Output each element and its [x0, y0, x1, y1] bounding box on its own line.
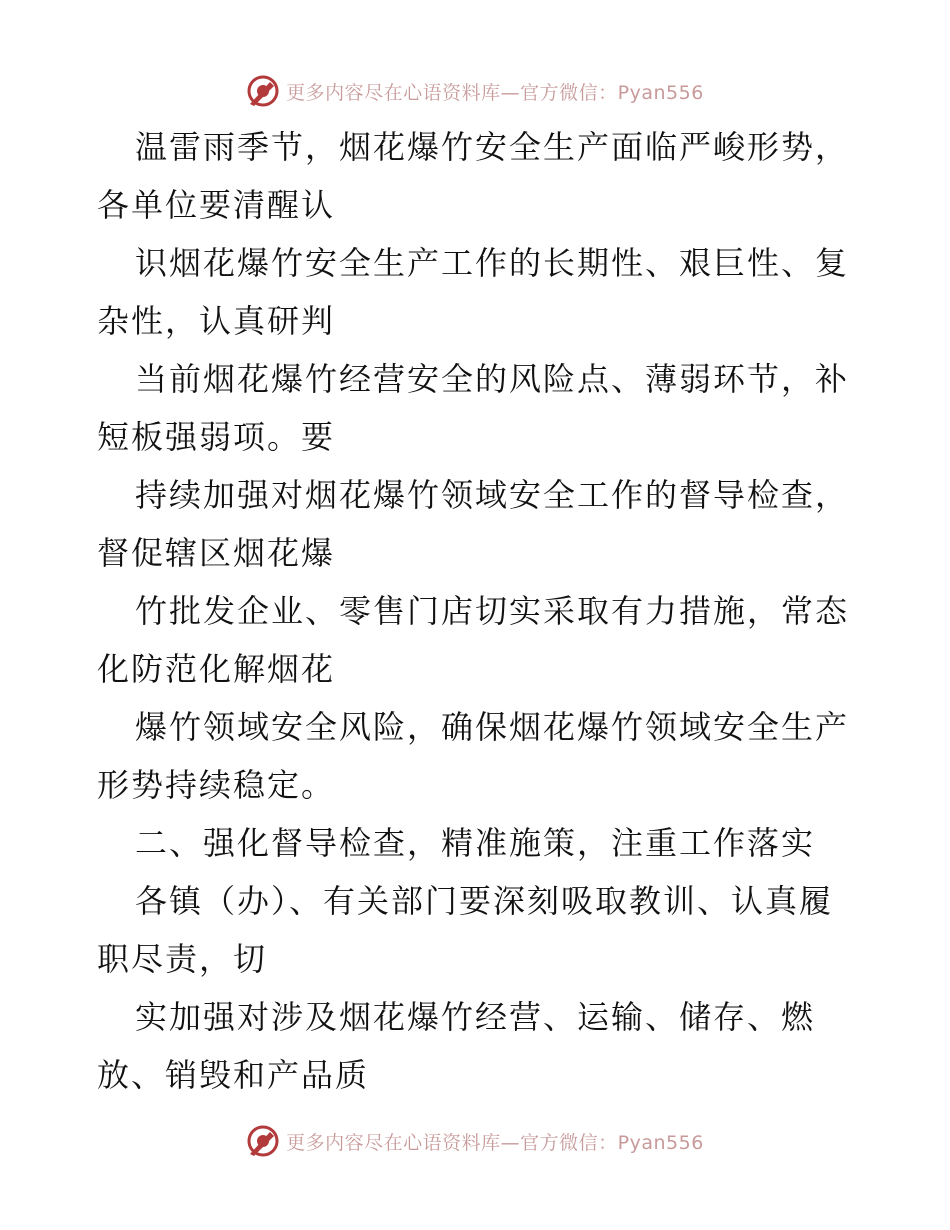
footer-watermark	[0, 1121, 950, 1161]
watermark-text: 更多内容尽在心语资料库—官方微信：Pyan556	[286, 81, 704, 104]
text-line: 持续加强对烟花爆竹领域安全工作的督导检查，	[135, 476, 850, 514]
text-line: 各单位要清醒认	[97, 186, 336, 224]
section-heading: 二、强化督导检查，精准施策，注重工作落实	[135, 824, 816, 862]
header-watermark	[0, 71, 950, 111]
text-line: 化防范化解烟花	[97, 650, 336, 688]
text-line: 形势持续稳定。	[97, 766, 336, 804]
text-line: 督促辖区烟花爆	[97, 534, 336, 572]
text-line: 杂性，认真研判	[97, 302, 336, 340]
text-line: 竹批发企业、零售门店切实采取有力措施，常态	[135, 592, 850, 630]
watermark-text: 更多内容尽在心语资料库—官方微信：Pyan556	[286, 1131, 704, 1154]
pen-logo-icon	[246, 1124, 280, 1158]
document-body	[97, 118, 857, 1104]
text-line: 短板强弱项。要	[97, 418, 336, 456]
text-line: 温雷雨季节，烟花爆竹安全生产面临严峻形势，	[135, 128, 850, 166]
text-line: 识烟花爆竹安全生产工作的长期性、艰巨性、复	[135, 244, 850, 282]
text-line: 各镇（办）、有关部门要深刻吸取教训、认真履	[135, 882, 834, 920]
text-line: 当前烟花爆竹经营安全的风险点、薄弱环节，补	[135, 360, 850, 398]
pen-logo-icon	[246, 74, 280, 108]
text-line: 爆竹领域安全风险，确保烟花爆竹领域安全生产	[135, 708, 850, 746]
text-line: 实加强对涉及烟花爆竹经营、运输、储存、燃	[135, 998, 816, 1036]
text-line: 职尽责，切	[97, 940, 268, 978]
text-line: 放、销毁和产品质	[97, 1056, 370, 1094]
